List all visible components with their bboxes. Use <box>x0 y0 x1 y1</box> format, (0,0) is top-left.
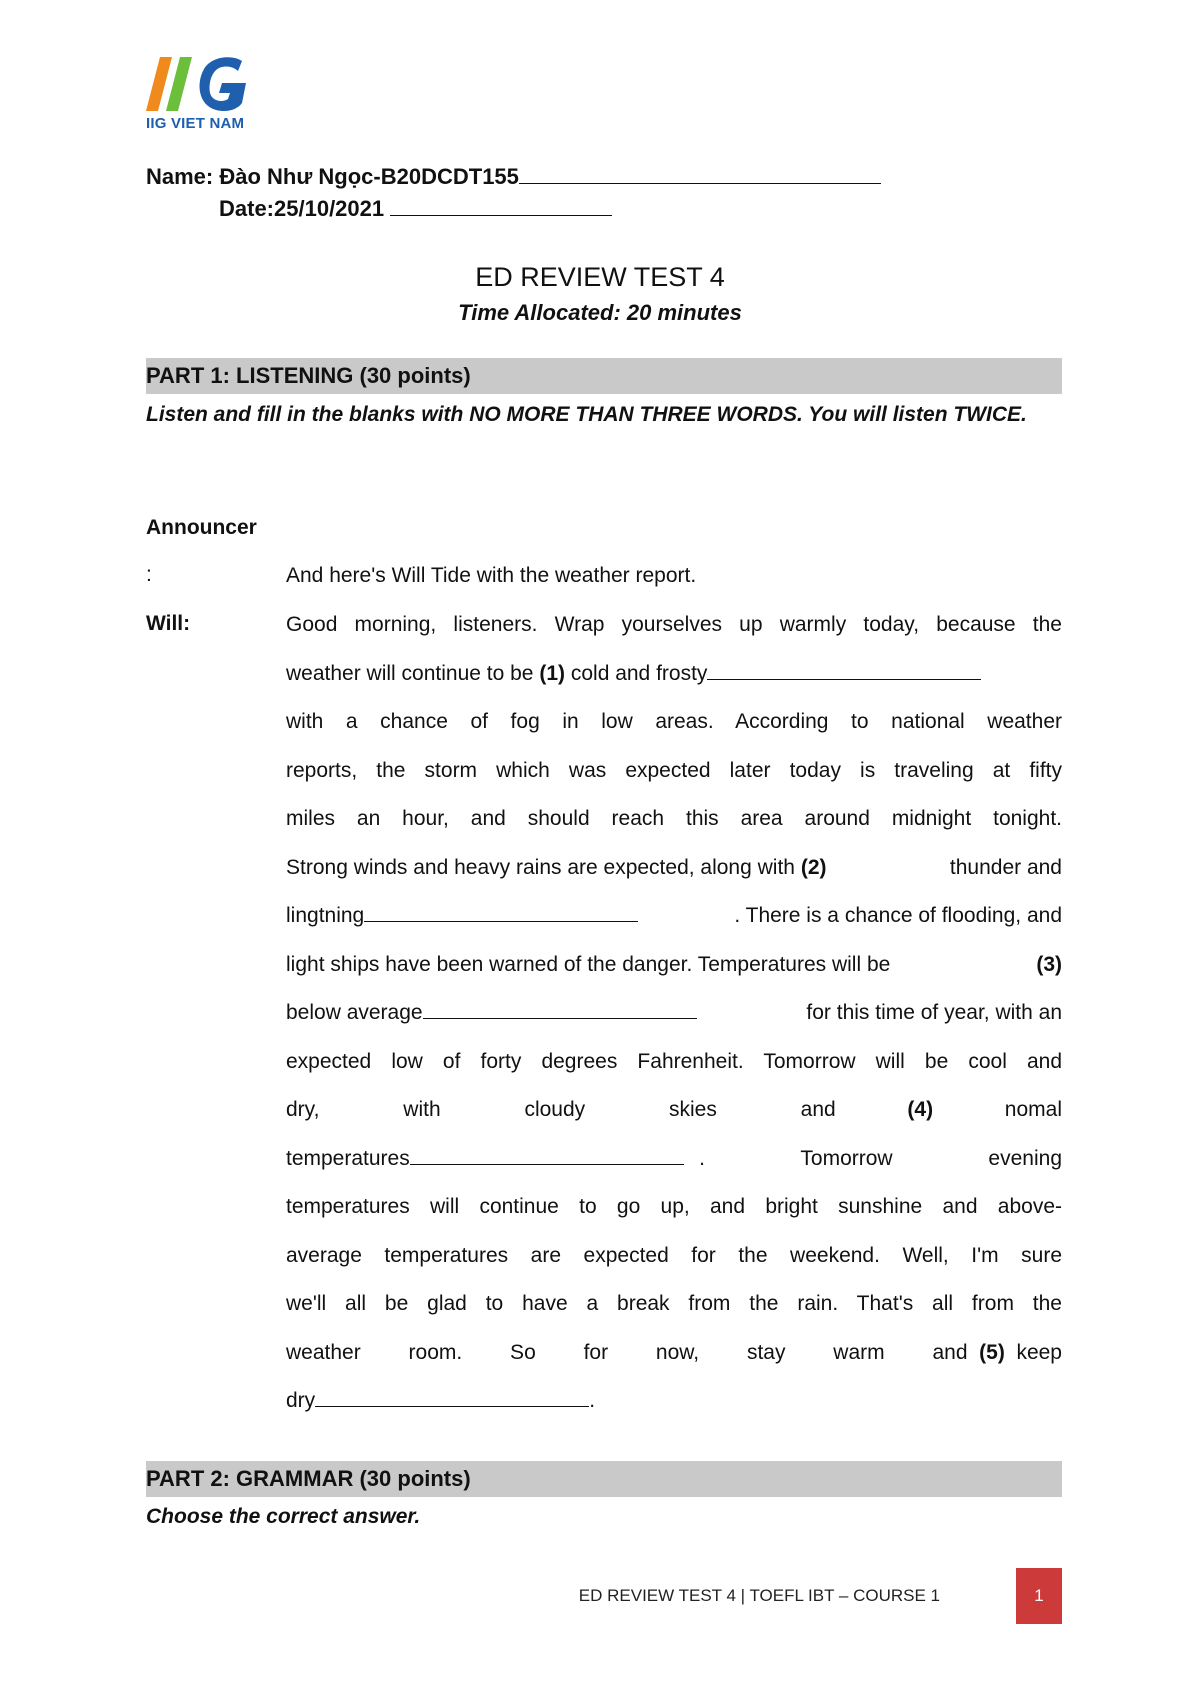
speech-line: Good morning, listeners. Wrap yourselves up warmly today, because the <box>286 613 1062 636</box>
blank-number-4: (4) <box>907 1098 934 1121</box>
speech-text: . There is a chance of flooding, and <box>734 904 1062 927</box>
blank-number-1: (1) <box>539 661 565 685</box>
speech-line: with a chance of fog in low areas. According to national weather <box>286 710 1062 733</box>
speech-line <box>286 1086 1062 1135</box>
answer-4b: temperatures <box>286 1146 410 1170</box>
speech-line <box>286 650 1062 699</box>
answer-2: thunder and <box>949 855 1062 879</box>
date-label: Date:25/10/2021 <box>219 196 385 221</box>
speech-line: miles an hour, and should reach this area around midnight tonight. <box>286 807 1062 830</box>
speaker-will: Will: <box>146 612 191 635</box>
answer-2b: lingtning <box>286 904 365 927</box>
speech-line <box>286 1135 1062 1184</box>
answer-blank-3 <box>423 1000 697 1019</box>
part2-heading: PART 2: GRAMMAR (30 points) <box>146 1466 471 1491</box>
answer-4: nomal <box>1004 1098 1062 1121</box>
part1-instruction: Listen and fill in the blanks with NO MORE THAN THREE WORDS. You will listen TWICE. <box>146 403 1027 426</box>
speech-line <box>286 989 1062 1038</box>
speech-text: light ships have been warned of the danger. Temperatures will be <box>286 952 891 976</box>
date-field <box>219 196 612 222</box>
speech-line: we'll all be glad to have a break from the rain. That's all from the <box>286 1292 1062 1315</box>
speech-line: average temperatures are expected for the weekend. Well, I'm sure <box>286 1243 1062 1267</box>
answer-blank-1 <box>707 661 981 680</box>
answer-blank-4 <box>410 1146 684 1165</box>
speech-text: dry, with cloudy skies and <box>286 1098 836 1121</box>
answer-1: cold and frosty <box>570 661 708 685</box>
speech-line: reports, the storm which was expected later today is traveling at fifty <box>286 758 1062 782</box>
blank-number-3: (3) <box>1036 952 1062 976</box>
speech-line <box>286 1329 1062 1378</box>
name-field <box>146 164 881 190</box>
page-footer: ED REVIEW TEST 4 | TOEFL IBT – COURSE 1 <box>578 1586 940 1605</box>
part2-instruction: Choose the correct answer. <box>146 1505 421 1528</box>
answer-5: keep <box>1016 1340 1062 1364</box>
answer-5b: dry <box>286 1389 316 1412</box>
iig-logo-mark <box>146 55 256 113</box>
iig-logo <box>146 55 256 135</box>
date-blank <box>390 197 612 216</box>
speech-text: weather will continue to be <box>286 661 534 685</box>
speech-line <box>286 844 1062 893</box>
speech-line: temperatures will continue to go up, and bright sunshine and above- <box>286 1195 1062 1218</box>
part1-heading: PART 1: LISTENING (30 points) <box>146 363 471 388</box>
blank-number-2: (2) <box>800 855 827 879</box>
logo-text: IIG VIET NAM <box>146 115 245 132</box>
announcer-speech <box>286 552 1062 601</box>
will-speech <box>286 601 1062 1426</box>
page-title: ED REVIEW TEST 4 <box>475 262 725 292</box>
part2-heading-bar <box>146 1461 1062 1497</box>
name-blank <box>519 165 881 184</box>
part1-heading-bar <box>146 358 1062 394</box>
answer-3: below average <box>286 1001 423 1024</box>
answer-blank-5 <box>315 1388 589 1407</box>
blank-number-5: (5) <box>979 1340 1005 1364</box>
speech-text: Strong winds and heavy rains are expected, along with <box>286 855 795 879</box>
speech-line <box>286 941 1062 990</box>
page-subtitle: Time Allocated: 20 minutes <box>458 300 742 325</box>
speech-line <box>286 892 1062 941</box>
speech-text: . Tomorrow evening <box>699 1146 1062 1170</box>
speaker-announcer-colon: : <box>146 563 152 586</box>
speech-line: expected low of forty degrees Fahrenheit. Tomorrow will be cool and <box>286 1049 1062 1073</box>
announcer-line: And here's Will Tide with the weather report. <box>286 564 697 587</box>
page-number: 1 <box>1016 1568 1062 1624</box>
speech-line <box>286 1377 1062 1426</box>
speaker-announcer: Announcer <box>146 516 257 539</box>
name-label: Name: Đào Như Ngọc-B20DCDT155 <box>146 164 519 189</box>
speech-text: weather room. So for now, stay warm and <box>286 1340 968 1364</box>
speech-text: . <box>589 1389 596 1412</box>
speech-text: for this time of year, with an <box>806 1001 1062 1024</box>
answer-blank-2 <box>364 903 638 922</box>
